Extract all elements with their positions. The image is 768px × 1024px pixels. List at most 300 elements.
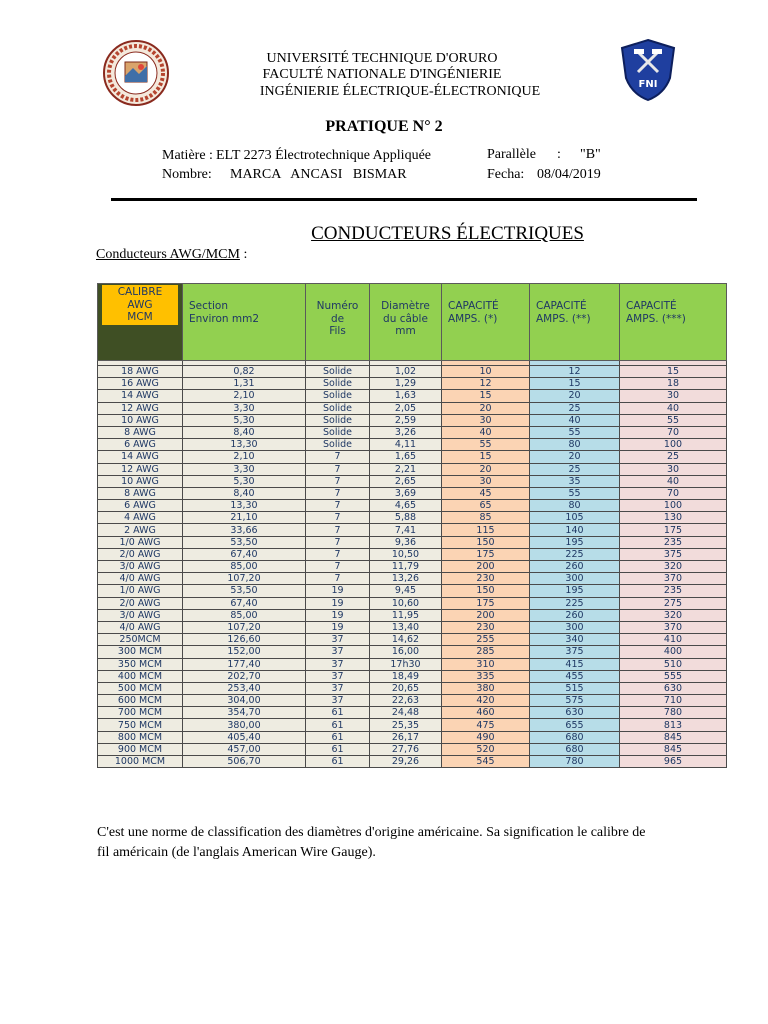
table-cell: 845 [620,731,727,743]
table-cell: 700 MCM [98,707,183,719]
table-cell: 2,10 [183,390,306,402]
table-cell: 61 [306,719,370,731]
table-cell: 8 AWG [98,487,183,499]
university-name: UNIVERSITÉ TECHNIQUE D'ORURO [266,51,498,66]
table-cell: 10 AWG [98,414,183,426]
table-cell: 475 [442,719,530,731]
table-cell: 27,76 [370,743,442,755]
table-cell: 55 [442,439,530,451]
table-cell: 4/0 AWG [98,573,183,585]
table-cell: 7 [306,451,370,463]
table-cell: 40 [530,414,620,426]
header-section-line2: Environ mm2 [189,312,260,325]
table-cell: 4 AWG [98,512,183,524]
table-cell: Solide [306,366,370,378]
table-row [98,426,727,438]
date-value: 08/04/2019 [537,167,601,182]
table-cell: 16 AWG [98,378,183,390]
table-cell: 7,41 [370,524,442,536]
table-cell: 6 AWG [98,500,183,512]
table-cell: 85,00 [183,609,306,621]
table-cell: 40 [442,426,530,438]
table-cell: 2/0 AWG [98,548,183,560]
table-cell: 630 [530,707,620,719]
table-cell: 375 [620,548,727,560]
table-cell: 380 [442,682,530,694]
table-cell: 25 [620,451,727,463]
table-cell: 140 [530,524,620,536]
table-cell: 37 [306,634,370,646]
table-cell: 20 [442,402,530,414]
table-cell: 12 [442,378,530,390]
table-cell: 7 [306,500,370,512]
table-cell: 21,10 [183,512,306,524]
table-cell: 900 MCM [98,743,183,755]
table-cell: 7 [306,475,370,487]
table-cell: 520 [442,743,530,755]
table-cell: 253,40 [183,682,306,694]
table-row [98,707,727,719]
table-cell: 845 [620,743,727,755]
table-cell: 7 [306,487,370,499]
table-cell: 7 [306,536,370,548]
table-cell: 19 [306,585,370,597]
header-diameter [370,284,442,361]
table-cell: 405,40 [183,731,306,743]
table-row [98,402,727,414]
table-row [98,475,727,487]
table-row [98,487,727,499]
table-cell: 61 [306,731,370,743]
table-cell: 8 AWG [98,426,183,438]
header-wires-line3: Fils [329,325,346,337]
table-cell: 37 [306,646,370,658]
table-cell: 126,60 [183,634,306,646]
table-row [98,719,727,731]
table-cell: 800 MCM [98,731,183,743]
table-cell: 37 [306,658,370,670]
table-cell: 7 [306,561,370,573]
table-cell: 300 MCM [98,646,183,658]
header-amp2-line2: AMPS. (**) [536,312,591,325]
table-row [98,561,727,573]
table-cell: 370 [620,621,727,633]
table-cell: 14 AWG [98,390,183,402]
table-cell: 15 [442,451,530,463]
table-cell: 3,69 [370,487,442,499]
table-cell: 85,00 [183,561,306,573]
header-calibre-line2: AWG [127,298,153,311]
subsection-suffix: : [239,247,248,262]
table-cell: 195 [530,536,620,548]
table-cell: 18,49 [370,670,442,682]
table-cell: 1,63 [370,390,442,402]
table-cell: 225 [530,548,620,560]
table-cell: 65 [442,500,530,512]
table-cell: 2,05 [370,402,442,414]
table-cell: 11,95 [370,609,442,621]
table-cell: 12 AWG [98,463,183,475]
header-wires-line2: de [330,312,345,325]
table-cell: 630 [620,682,727,694]
table-cell: 67,40 [183,597,306,609]
table-cell: 18 [620,378,727,390]
table-cell: 3,30 [183,463,306,475]
table-cell: 510 [620,658,727,670]
table-cell: 225 [530,597,620,609]
table-cell: 195 [530,585,620,597]
table-row [98,682,727,694]
section-title: CONDUCTEURS ÉLECTRIQUES [311,223,584,244]
table-cell: 70 [620,426,727,438]
table-cell: 29,26 [370,756,442,768]
table-cell: 455 [530,670,620,682]
subject-value: ELT 2273 Électrotechnique Appliquée [216,148,432,163]
table-cell: 710 [620,695,727,707]
table-cell: 380,00 [183,719,306,731]
table-row [98,609,727,621]
header-amp2 [530,284,620,361]
table-row [98,646,727,658]
subject-label: Matière : [162,148,213,163]
subsection-title: Conducteurs AWG/MCM [96,247,240,262]
header-divider [111,198,697,201]
table-cell: Solide [306,426,370,438]
table-cell: 400 MCM [98,670,183,682]
table-row [98,743,727,755]
table-cell: 2,65 [370,475,442,487]
table-cell: 460 [442,707,530,719]
table-cell: 25 [530,463,620,475]
table-cell: 813 [620,719,727,731]
table-cell: 8,40 [183,487,306,499]
table-cell: 115 [442,524,530,536]
header-amp1 [442,284,530,361]
header-amp1-line2: AMPS. (*) [448,312,498,325]
table-cell: 1,29 [370,378,442,390]
table-cell: 1,31 [183,378,306,390]
table-cell: 1,65 [370,451,442,463]
table-cell: 11,79 [370,561,442,573]
parallel-label: Parallèle [487,147,536,162]
table-cell: 457,00 [183,743,306,755]
table-cell: 354,70 [183,707,306,719]
table-cell: 17h30 [370,658,442,670]
table-cell: 340 [530,634,620,646]
table-cell: 2,21 [370,463,442,475]
table-row [98,524,727,536]
header-calibre [98,284,183,361]
table-cell: 61 [306,743,370,755]
table-cell: 107,20 [183,621,306,633]
table-cell: 175 [442,548,530,560]
table-cell: 3,26 [370,426,442,438]
table-row [98,366,727,378]
name-label: Nombre: [162,167,212,182]
header-wires [306,284,370,361]
table-cell: 19 [306,621,370,633]
table-cell: 1/0 AWG [98,585,183,597]
table-cell: 85 [442,512,530,524]
calibre-label-box [102,285,178,325]
table-cell: 230 [442,573,530,585]
table-cell: 5,30 [183,475,306,487]
header-section-line1: Section [189,300,229,312]
table-cell: 30 [442,414,530,426]
table-cell: 152,00 [183,646,306,658]
table-cell: 100 [620,500,727,512]
table-cell: 150 [442,536,530,548]
table-row [98,451,727,463]
table-cell: 10,50 [370,548,442,560]
table-row [98,634,727,646]
header-calibre-line3: MCM [127,311,153,323]
table-row [98,439,727,451]
table-cell: 415 [530,658,620,670]
table-cell: 2,10 [183,451,306,463]
table-cell: 13,40 [370,621,442,633]
table-cell: 130 [620,512,727,524]
table-row [98,597,727,609]
table-cell: 53,50 [183,585,306,597]
header-section [183,284,306,361]
table-cell: 3/0 AWG [98,609,183,621]
table-cell: 10 [442,366,530,378]
table-cell: 350 MCM [98,658,183,670]
date-label: Fecha: [487,167,525,182]
table-cell: 7 [306,463,370,475]
header-calibre-line1: CALIBRE [117,286,163,298]
table-cell: 15 [442,390,530,402]
table-cell: 70 [620,487,727,499]
table-cell: 780 [620,707,727,719]
table-body [98,366,727,768]
table-cell: 750 MCM [98,719,183,731]
table-cell: 335 [442,670,530,682]
table-row [98,731,727,743]
table-cell: 7 [306,524,370,536]
table-cell: 500 MCM [98,682,183,694]
table-row [98,548,727,560]
table-cell: 320 [620,609,727,621]
table-cell: 8,40 [183,426,306,438]
department-name: INGÉNIERIE ÉLECTRIQUE-ÉLECTRONIQUE [259,84,541,99]
table-cell: 53,50 [183,536,306,548]
table-cell: 107,20 [183,573,306,585]
table-row [98,390,727,402]
table-cell: Solide [306,402,370,414]
table-cell: 655 [530,719,620,731]
table-row [98,670,727,682]
table-cell: 3/0 AWG [98,561,183,573]
table-cell: 680 [530,731,620,743]
table-cell: 200 [442,609,530,621]
table-cell: 420 [442,695,530,707]
table-cell: 506,70 [183,756,306,768]
table-row [98,463,727,475]
table-cell: 3,30 [183,402,306,414]
table-cell: 4,11 [370,439,442,451]
table-cell: 12 [530,366,620,378]
table-row [98,621,727,633]
table-cell: 37 [306,695,370,707]
table-cell: 22,63 [370,695,442,707]
parallel-value: "B" [580,147,601,162]
table-cell: 10,60 [370,597,442,609]
table-cell: 545 [442,756,530,768]
table-cell: 9,45 [370,585,442,597]
table-cell: 6 AWG [98,439,183,451]
name-value: MARCA ANCASI BISMAR [230,167,407,182]
table-row [98,414,727,426]
table-cell: 20 [530,451,620,463]
table-cell: 19 [306,597,370,609]
table-cell: 61 [306,756,370,768]
table-cell: 67,40 [183,548,306,560]
table-cell: 1/0 AWG [98,536,183,548]
table-cell: 410 [620,634,727,646]
faculty-name: FACULTÉ NATIONALE D'INGÉNIERIE [262,67,502,82]
header-diameter-line2: du câble [383,312,428,325]
table-cell: 7 [306,512,370,524]
table-cell: 14 AWG [98,451,183,463]
header-amp3-line2: AMPS. (***) [626,312,686,325]
table-cell: 35 [530,475,620,487]
subsection-heading [96,247,247,263]
header-amp3-line1: CAPACITÉ [626,300,677,312]
table-cell: 320 [620,561,727,573]
table-cell: 9,36 [370,536,442,548]
table-cell: 310 [442,658,530,670]
fni-logo-text: FNI [638,79,658,90]
table-row [98,573,727,585]
table-row [98,378,727,390]
table-cell: 15 [530,378,620,390]
table-cell: 260 [530,609,620,621]
table-cell: 30 [620,390,727,402]
table-cell: 230 [442,621,530,633]
table-cell: 202,70 [183,670,306,682]
table-cell: 4/0 AWG [98,621,183,633]
table-cell: 177,40 [183,658,306,670]
table-cell: 15 [620,366,727,378]
table-cell: 30 [620,463,727,475]
table-cell: 13,30 [183,439,306,451]
table-cell: 175 [620,524,727,536]
table-cell: 2 AWG [98,524,183,536]
table-cell: 7 [306,548,370,560]
table-cell: 30 [442,475,530,487]
table-header-row [98,284,727,361]
table-cell: 965 [620,756,727,768]
table-cell: 235 [620,585,727,597]
table-cell: 20 [530,390,620,402]
table-cell: 300 [530,573,620,585]
table-cell: 20 [442,463,530,475]
table-cell: 13,26 [370,573,442,585]
table-cell: 19 [306,609,370,621]
table-cell: 400 [620,646,727,658]
parallel-separator: : [557,147,561,162]
table-cell: Solide [306,378,370,390]
table-cell: 150 [442,585,530,597]
table-cell: 260 [530,561,620,573]
table-cell: 24,48 [370,707,442,719]
table-cell: 40 [620,402,727,414]
table-cell: 14,62 [370,634,442,646]
table-cell: 33,66 [183,524,306,536]
table-cell: 13,30 [183,500,306,512]
table-cell: 4,65 [370,500,442,512]
table-cell: Solide [306,414,370,426]
table-cell: 680 [530,743,620,755]
table-cell: 55 [530,487,620,499]
header-diameter-line3: mm [395,325,416,337]
table-cell: 600 MCM [98,695,183,707]
table-cell: 55 [620,414,727,426]
table-cell: 375 [530,646,620,658]
table-cell: Solide [306,390,370,402]
table-cell: 105 [530,512,620,524]
header-amp3 [620,284,727,361]
conductors-table [97,283,727,768]
table-cell: 285 [442,646,530,658]
table-cell: 55 [530,426,620,438]
table-cell: 25 [530,402,620,414]
table-cell: 0,82 [183,366,306,378]
table-cell: 490 [442,731,530,743]
table-cell: 40 [620,475,727,487]
table-cell: 16,00 [370,646,442,658]
table-cell: 250MCM [98,634,183,646]
table-row [98,658,727,670]
table-cell: 37 [306,682,370,694]
table-cell: 5,30 [183,414,306,426]
table-cell: 80 [530,500,620,512]
table-cell: 2/0 AWG [98,597,183,609]
table-cell: 20,65 [370,682,442,694]
table-row [98,695,727,707]
table-cell: 1,02 [370,366,442,378]
table-cell: 7 [306,573,370,585]
table-cell: 45 [442,487,530,499]
table-row [98,756,727,768]
table-cell: 555 [620,670,727,682]
table-cell: 18 AWG [98,366,183,378]
table-cell: 1000 MCM [98,756,183,768]
table-cell: 515 [530,682,620,694]
table-cell: 200 [442,561,530,573]
table-row [98,585,727,597]
table-cell: 61 [306,707,370,719]
table-cell: 80 [530,439,620,451]
table-cell: 37 [306,670,370,682]
table-cell: 25,35 [370,719,442,731]
table-row [98,500,727,512]
table-cell: 100 [620,439,727,451]
table-cell: 12 AWG [98,402,183,414]
header-amp2-line1: CAPACITÉ [536,300,587,312]
table-cell: 370 [620,573,727,585]
table-cell: Solide [306,439,370,451]
practice-title: PRATIQUE N° 2 [325,118,443,135]
table-cell: 300 [530,621,620,633]
table-cell: 2,59 [370,414,442,426]
table-cell: 575 [530,695,620,707]
table-cell: 5,88 [370,512,442,524]
table-cell: 10 AWG [98,475,183,487]
table-cell: 26,17 [370,731,442,743]
